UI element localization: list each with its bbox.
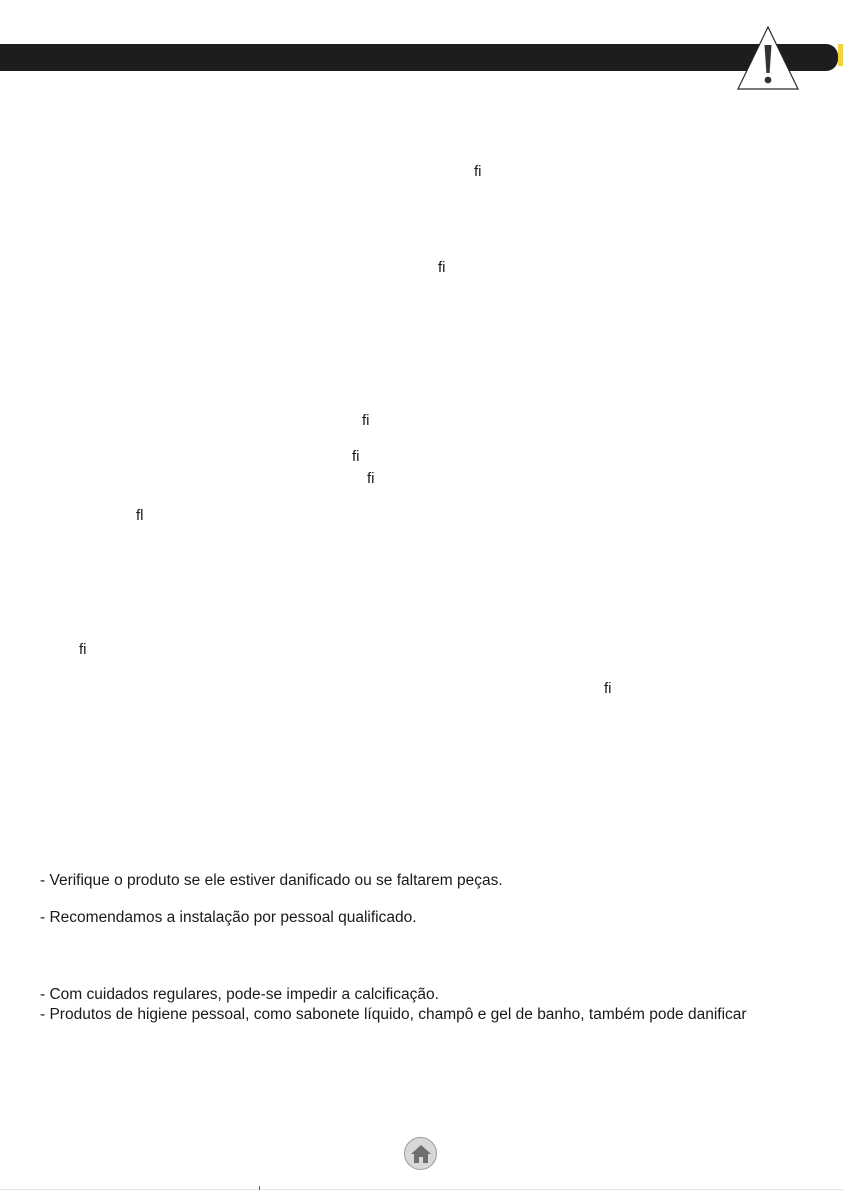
ligature-glyph: fi — [362, 412, 370, 429]
instruction-line: - Produtos de higiene pessoal, como sabonete líquido, champô e gel de banho, também pode danificar — [40, 1006, 747, 1023]
ligature-glyph: fi — [79, 641, 87, 658]
warning-triangle-icon — [736, 25, 800, 91]
footer-divider — [0, 1189, 843, 1190]
ligature-glyph: fi — [474, 163, 482, 180]
header-bar — [0, 44, 838, 71]
instruction-line: - Verifique o produto se ele estiver danificado ou se faltarem peças. — [40, 872, 503, 889]
home-button[interactable] — [404, 1137, 437, 1170]
header-accent-tab — [838, 44, 843, 66]
home-icon — [410, 1144, 432, 1164]
ligature-glyph: fi — [352, 448, 360, 465]
instruction-line: - Recomendamos a instalação por pessoal qualificado. — [40, 909, 417, 926]
footer-tick — [259, 1186, 260, 1190]
ligature-glyph: fi — [438, 259, 446, 276]
ligature-glyph: fi — [604, 680, 612, 697]
ligature-glyph: fl — [136, 507, 144, 524]
ligature-glyph: fi — [367, 470, 375, 487]
instruction-line: - Com cuidados regulares, pode-se impedir a calcificação. — [40, 986, 439, 1003]
